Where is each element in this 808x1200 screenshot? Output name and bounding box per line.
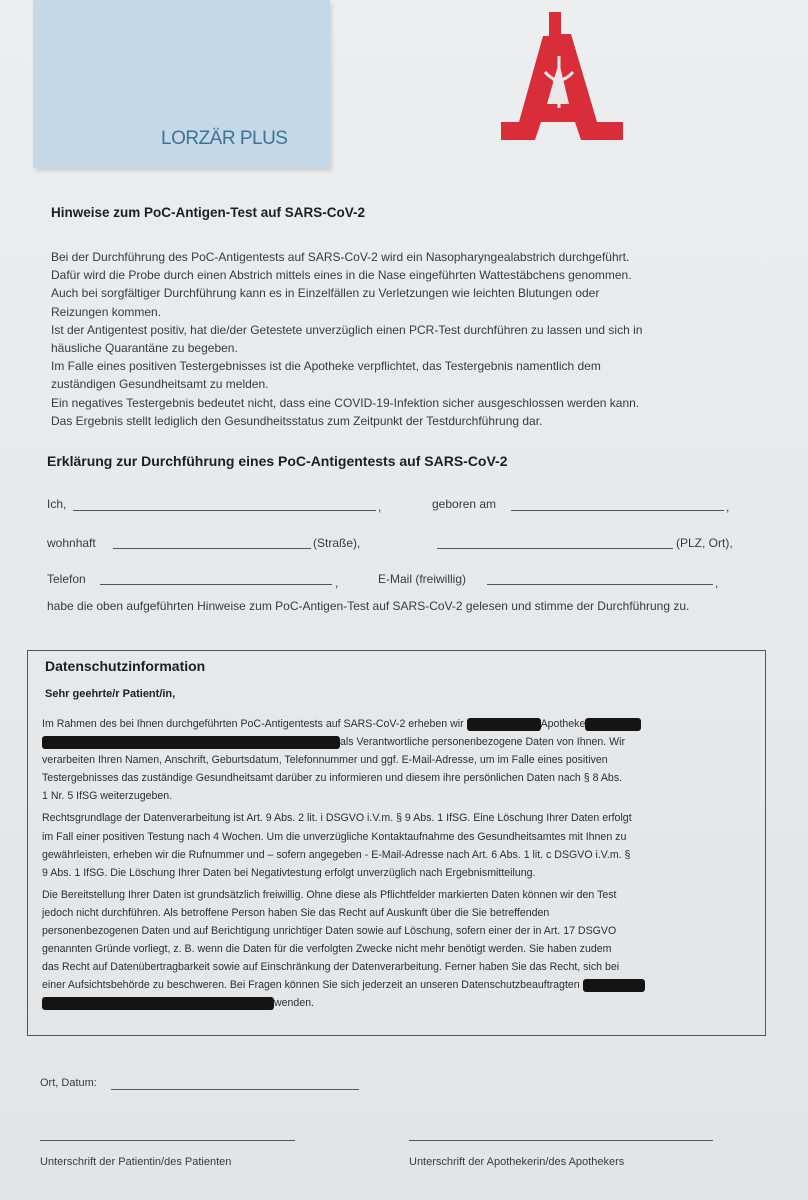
- datenschutz-line: im Fall einer positiven Testung nach 4 Wochen. Um die unverzügliche Kontaktaufnahme des Gesundheitsamtes mit Ihnen zu: [42, 830, 627, 843]
- redaction-block: [467, 718, 541, 731]
- telefon-field[interactable]: [100, 584, 332, 585]
- hinweise-line: Ein negatives Testergebnis bedeutet nicht, dass eine COVID-19-Infektion sicher ausgeschlossen werden kann.: [51, 395, 640, 410]
- apotheker-signature-label: Unterschrift der Apothekerin/des Apothekers: [409, 1156, 625, 1168]
- plz-ort-label: (PLZ, Ort),: [676, 536, 733, 550]
- datenschutz-line: personenbezogenen Daten und auf Berichtigung unrichtiger Daten sowie auf Löschung, sofern einer der in Art. 17 DSGVO: [42, 925, 617, 938]
- telefon-comma: ,: [335, 576, 339, 590]
- plz-ort-field[interactable]: [437, 548, 673, 549]
- datenschutz-line: jedoch nicht durchführen. Als betroffene Person haben Sie das Recht auf Auskunft über die Sie betreffenden: [42, 906, 550, 919]
- wohnhaft-label: wohnhaft: [47, 536, 96, 550]
- datenschutz-line: verarbeiten Ihren Namen, Anschrift, Geburtsdatum, Telefonnummer und ggf. E-Mail-Adresse, um im Falle eines positiven: [42, 754, 608, 767]
- hinweise-line: Das Ergebnis stellt lediglich den Gesundheitsstatus zum Zeitpunkt der Testdurchführung dar.: [51, 413, 543, 428]
- hinweise-line: Ist der Antigentest positiv, hat die/der Getestete unverzüglich einen PCR-Test durchführen zu lassen und sich in: [51, 322, 643, 337]
- ort-datum-field[interactable]: [111, 1089, 359, 1090]
- datenschutz-line: Die Bereitstellung Ihrer Daten ist grundsätzlich freiwillig. Ohne diese als Pflichtfelder markierten Daten können wir den Test: [42, 888, 617, 901]
- redaction-block: [42, 736, 340, 749]
- hinweise-title: Hinweise zum PoC-Antigen-Test auf SARS-CoV-2: [51, 205, 366, 220]
- redaction-block: [583, 979, 645, 992]
- hinweise-line: Auch bei sorgfältiger Durchführung kann es in Einzelfällen zu Verletzungen wie leichten Blutungen oder: [51, 286, 600, 301]
- datenschutz-line: das Recht auf Datenübertragbarkeit sowie auf Einschränkung der Datenverarbeitung. Ferner haben Sie das Recht, sich bei: [42, 961, 620, 974]
- datenschutz-greeting: Sehr geehrte/r Patient/in,: [45, 688, 176, 700]
- email-field[interactable]: [487, 584, 713, 585]
- datenschutz-line: Rechtsgrundlage der Datenverarbeitung ist Art. 9 Abs. 2 lit. i DSGVO i.V.m. § 9 Abs. 1 IfSG. Eine Löschung Ihrer Daten erfolgt: [42, 812, 632, 825]
- birthdate-comma: ,: [726, 500, 730, 514]
- birthdate-field[interactable]: [511, 510, 724, 511]
- patient-signature-line[interactable]: [40, 1140, 295, 1141]
- erklaerung-title: Erklärung zur Durchführung eines PoC-Antigentests auf SARS-CoV-2: [47, 453, 508, 469]
- ort-datum-label: Ort, Datum:: [40, 1077, 97, 1089]
- sticky-note: [33, 0, 330, 168]
- name-label: Ich,: [47, 497, 67, 511]
- hinweise-line: Dafür wird die Probe durch einen Abstrich mittels eines in die Nase eingeführten Wattestäbchens genommen.: [51, 268, 632, 283]
- hinweise-line: Bei der Durchführung des PoC-Antigentests auf SARS-CoV-2 wird ein Nasopharyngealabstrich durchgeführt.: [51, 250, 630, 264]
- name-comma: ,: [378, 500, 382, 514]
- patient-signature-label: Unterschrift der Patientin/des Patienten: [40, 1156, 232, 1168]
- datenschutz-line: einer Aufsichtsbehörde zu beschweren. Bei Fragen können Sie sich jederzeit an unseren Datenschutzbeauftragten: [42, 976, 764, 994]
- redaction-block: [42, 997, 274, 1010]
- email-comma: ,: [715, 576, 719, 590]
- datenschutz-title: Datenschutzinformation: [45, 658, 206, 674]
- street-label: (Straße),: [313, 536, 361, 550]
- hinweise-line: zuständigen Gesundheitsamt zu melden.: [51, 377, 269, 392]
- email-label: E-Mail (freiwillig): [378, 572, 467, 586]
- datenschutz-line: gewährleisten, erheben wir die Rufnummer und – sofern angegeben - E-Mail-Adresse nach Art. 6 Abs. 1 lit. c DSGVO i.V.m. §: [42, 848, 631, 861]
- apotheker-signature-line[interactable]: [409, 1140, 713, 1141]
- hinweise-line: häusliche Quarantäne zu begeben.: [51, 341, 238, 356]
- datenschutz-line: wenden.: [42, 994, 764, 1012]
- datenschutz-line: Testergebnisses das zuständige Gesundheitsamt darüber zu informieren und diesem ihre persönlichen Daten nach § 8 Abs.: [42, 772, 623, 785]
- hinweise-line: Im Falle eines positiven Testergebnisses ist die Apotheke verpflichtet, das Testergebnis namentlich dem: [51, 359, 601, 374]
- birthdate-label: geboren am: [432, 497, 497, 511]
- name-field[interactable]: [73, 510, 376, 511]
- hinweise-line: Reizungen kommen.: [51, 304, 162, 319]
- sticky-note-label: LORZÄR PLUS: [161, 128, 288, 149]
- datenschutz-text: [42, 715, 764, 1013]
- datenschutz-line: 9 Abs. 1 IfSG. Die Löschung Ihrer Daten bei Negativtestung erfolgt unverzüglich nach Ergebnismitteilung.: [42, 866, 536, 879]
- telefon-label: Telefon: [47, 572, 86, 586]
- datenschutz-line: Im Rahmen des bei Ihnen durchgeführten PoC-Antigentests auf SARS-CoV-2 erheben wir Apotheke: [42, 715, 764, 733]
- datenschutz-line: 1 Nr. 5 IfSG weiterzugeben.: [42, 790, 173, 803]
- datenschutz-line: genannten Gründe vorliegt, z. B. wenn die Daten für die verfolgten Zwecke nicht mehr benötigt werden. Sie haben zudem: [42, 943, 612, 956]
- redaction-block: [585, 718, 641, 731]
- datenschutz-line: als Verantwortliche personenbezogene Daten von Ihnen. Wir: [42, 733, 764, 751]
- confirmation-text: habe die oben aufgeführten Hinweise zum PoC-Antigen-Test auf SARS-CoV-2 gelesen und stimme der Durchführung zu.: [47, 599, 690, 613]
- apotheke-a-logo-icon: [497, 10, 625, 142]
- datenschutz-box: [27, 650, 766, 1036]
- hinweise-paragraph: [51, 248, 771, 430]
- street-field[interactable]: [113, 548, 311, 549]
